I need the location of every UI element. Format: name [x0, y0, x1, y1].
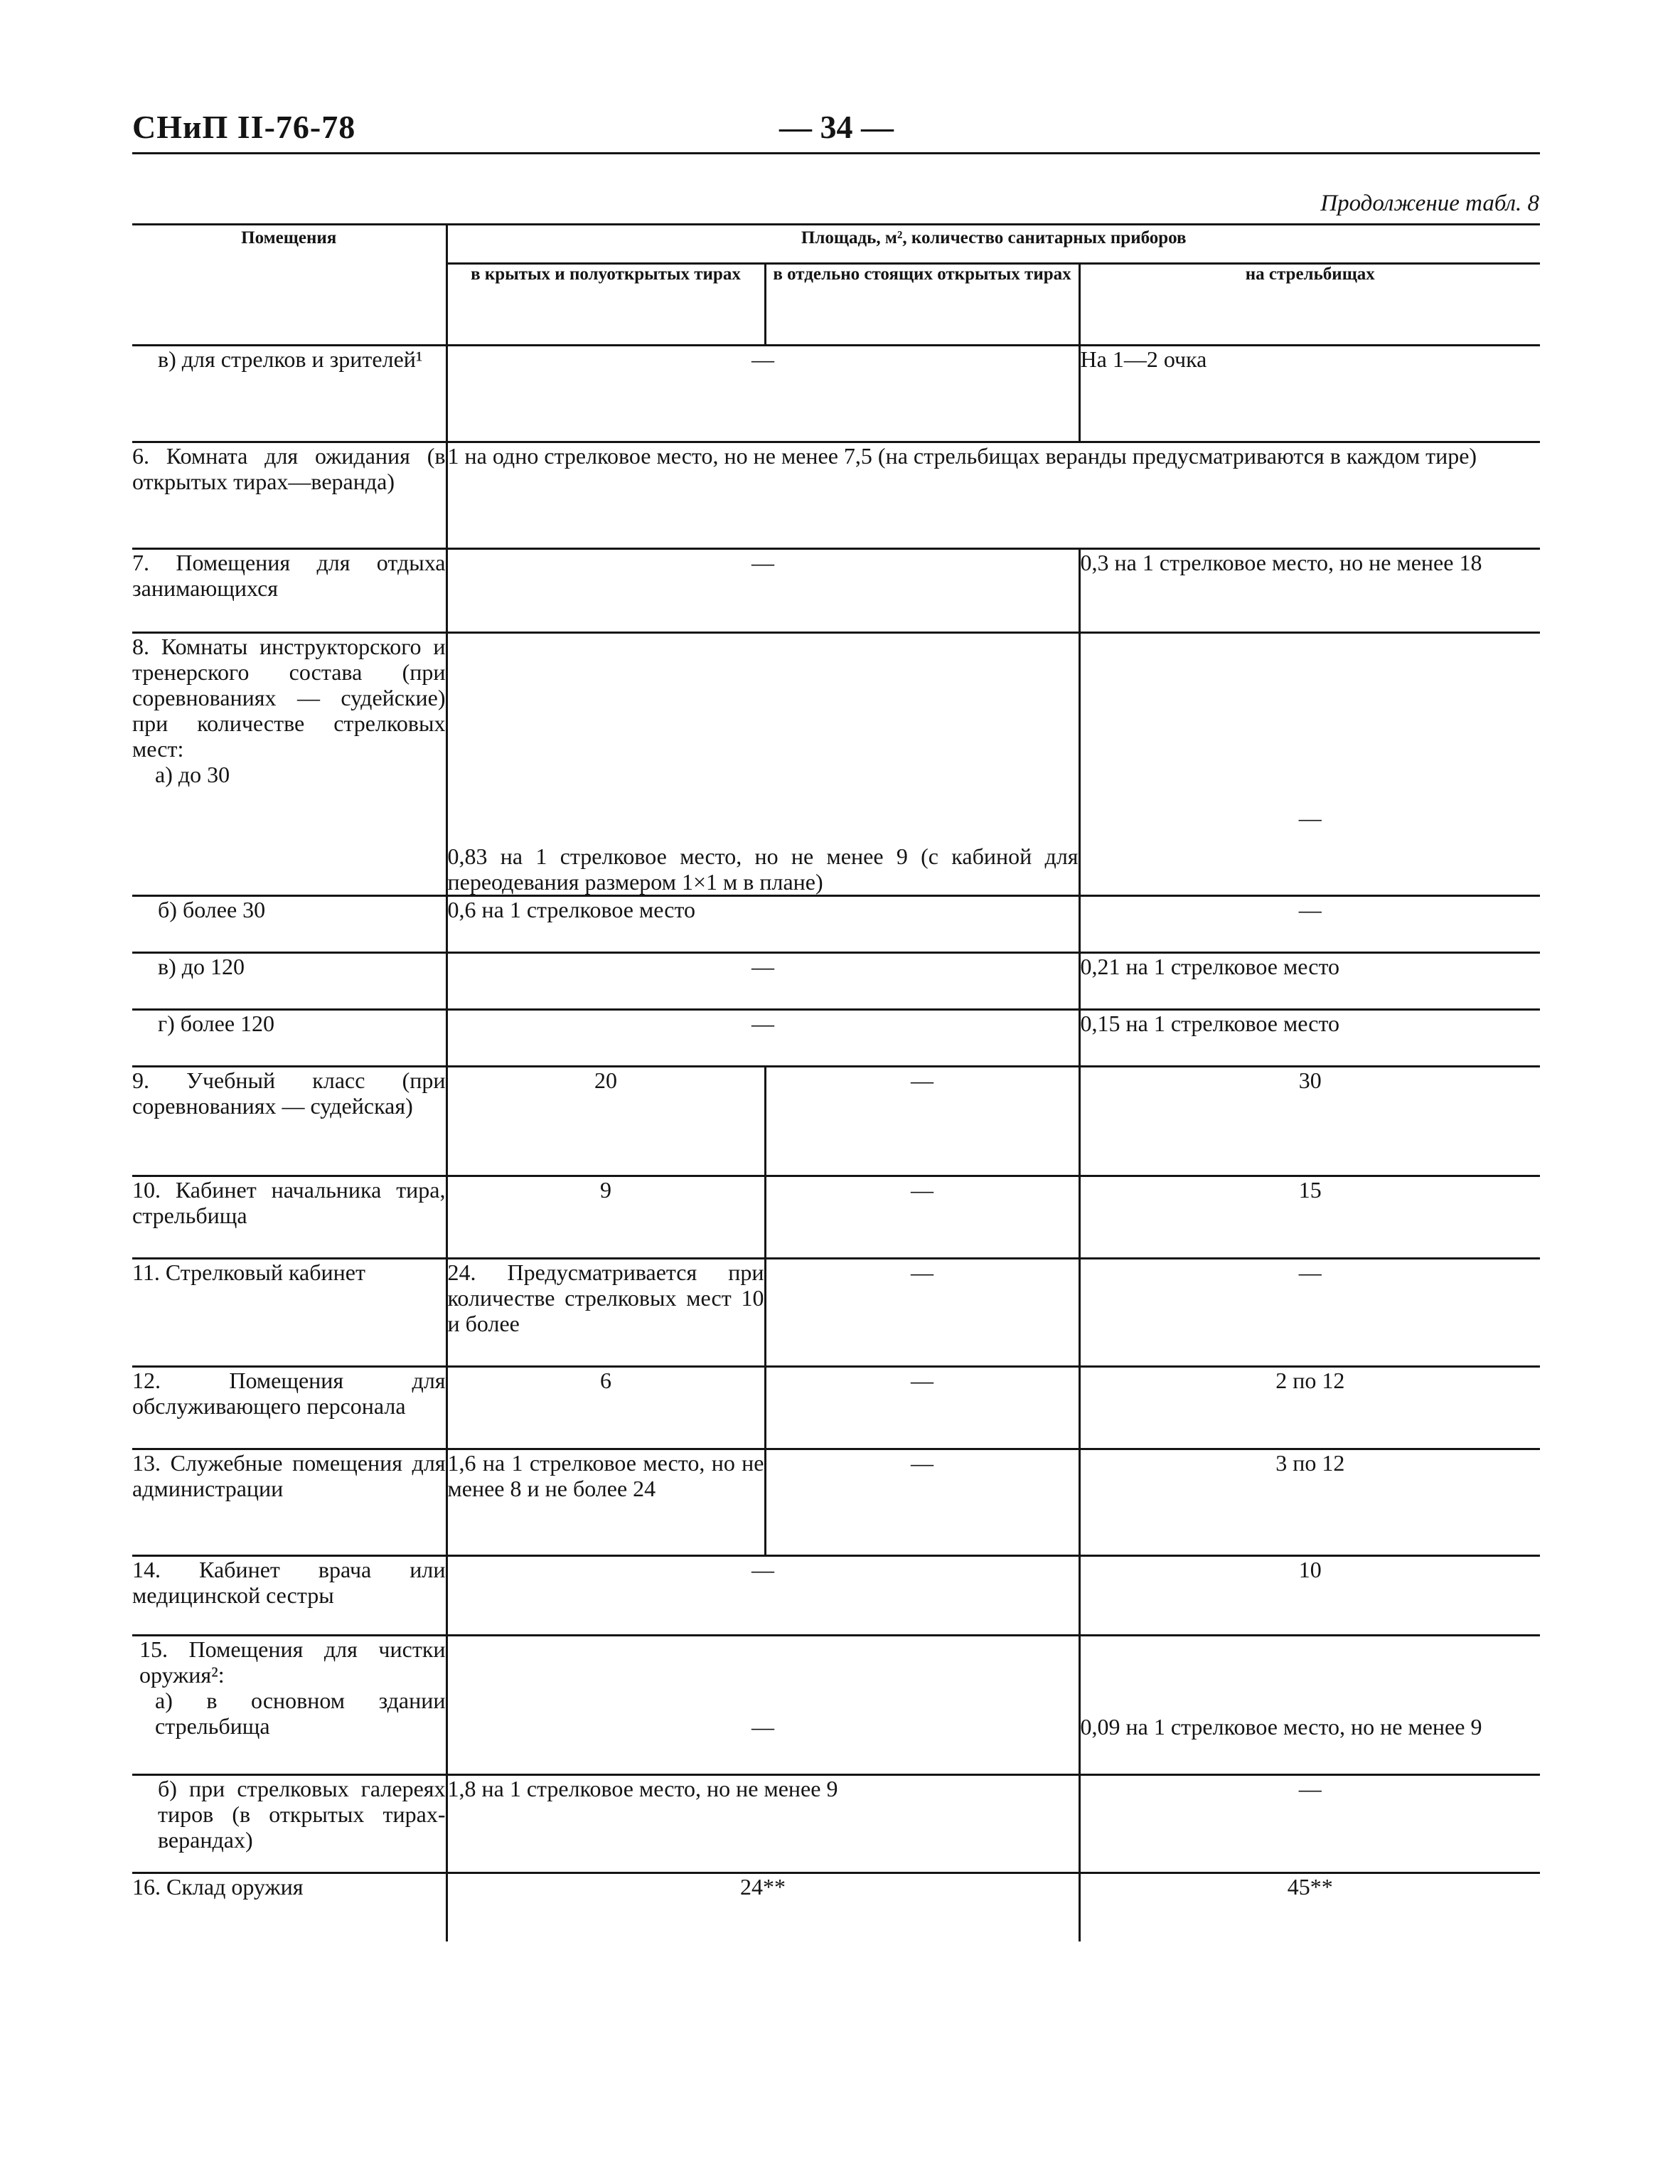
ranges-value: —: [1079, 1775, 1540, 1873]
table-row: [132, 1636, 1540, 1775]
header-rule: [132, 152, 1540, 154]
room-name: 13. Служебные помещения для администрации: [132, 1449, 446, 1556]
ranges-value: —: [1079, 1259, 1540, 1367]
table-row: [132, 953, 1540, 1010]
table-row: [132, 1367, 1540, 1449]
room-name: б) при стрелковых галереях тиров (в открытых тирах-верандах): [132, 1775, 446, 1873]
room-name: г) более 120: [132, 1010, 446, 1067]
covered-open-value: 0,6 на 1 стрелковое место: [446, 896, 1079, 953]
open-value: —: [765, 1449, 1079, 1556]
ranges-value: 0,09 на 1 стрелковое место, но не менее 9: [1079, 1636, 1540, 1775]
ranges-value: 0,15 на 1 стрелковое место: [1079, 1010, 1540, 1067]
header-open-ranges: в отдельно стоящих открытых тирах: [765, 264, 1079, 346]
open-value: —: [765, 1367, 1079, 1449]
room-name: в) до 120: [132, 953, 446, 1010]
ranges-value: 0,3 на 1 стрелковое место, но не менее 18: [1079, 549, 1540, 633]
all-ranges-value: 1 на одно стрелковое место, но не менее 7,5 (на стрельбищах веранды предусматриваются в каждом тире): [446, 442, 1540, 549]
covered-open-value: —: [446, 953, 1079, 1010]
ranges-value: 0,21 на 1 стрелковое место: [1079, 953, 1540, 1010]
covered-open-value: 24**: [446, 1873, 1079, 1941]
open-value: —: [765, 1176, 1079, 1259]
header-area: Площадь, м², количество санитарных приборов: [446, 225, 1540, 264]
table-row: [132, 1176, 1540, 1259]
table-row: [132, 1449, 1540, 1556]
ranges-value: На 1—2 очка: [1079, 346, 1540, 442]
table-row: [132, 346, 1540, 442]
header-rooms: Помещения: [132, 225, 446, 346]
room-name: 16. Склад оружия: [132, 1873, 446, 1941]
table-row: [132, 1873, 1540, 1941]
open-value: —: [765, 1067, 1079, 1176]
covered-value: 20: [446, 1067, 765, 1176]
header-covered-ranges: в крытых и полуоткрытых тирах: [446, 264, 765, 346]
covered-value: 24. Предусматривается при количестве стрелковых мест 10 и более: [446, 1259, 765, 1367]
room-name: 8. Комнаты инструкторского и тренерского состава (при соревнованиях — судейские) при количестве стрелковых мест:: [132, 634, 446, 762]
room-name: 9. Учебный класс (при соревнованиях — судейская): [132, 1067, 446, 1176]
room-name-sub: а) до 30: [155, 762, 230, 787]
ranges-value: —: [1079, 896, 1540, 953]
covered-open-value: —: [446, 1556, 1079, 1636]
room-name: в) для стрелков и зрителей¹: [132, 346, 446, 442]
header-shooting-ranges: на стрельбищах: [1079, 264, 1540, 346]
ranges-value: —: [1079, 633, 1540, 896]
table-row: [132, 442, 1540, 549]
room-name-group: [132, 1636, 446, 1775]
room-name: 15. Помещения для чистки оружия²:: [139, 1636, 446, 1688]
room-name: 10. Кабинет начальника тира, стрельбища: [132, 1176, 446, 1259]
room-name: 14. Кабинет врача или медицинской сестры: [132, 1556, 446, 1636]
covered-open-value: —: [446, 346, 1079, 442]
room-name: 6. Комната для ожидания (в открытых тирах—веранда): [132, 442, 446, 549]
room-name: 11. Стрелковый кабинет: [132, 1259, 446, 1367]
table-row: [132, 896, 1540, 953]
ranges-value: 2 по 12: [1079, 1367, 1540, 1449]
room-name-group: [132, 633, 446, 896]
room-name: 7. Помещения для отдыха занимающихся: [132, 549, 446, 633]
covered-open-value: 1,8 на 1 стрелковое место, но не менее 9: [446, 1775, 1079, 1873]
open-value: —: [765, 1259, 1079, 1367]
table-row: [132, 633, 1540, 896]
table-row: [132, 1556, 1540, 1636]
room-name: б) более 30: [132, 896, 446, 953]
page-number: — 34 —: [779, 109, 894, 145]
table-row: [132, 1775, 1540, 1873]
room-name: 12. Помещения для обслуживающего персонала: [132, 1367, 446, 1449]
table-row: [132, 1010, 1540, 1067]
covered-open-value: —: [446, 1636, 1079, 1775]
covered-open-value: —: [446, 1010, 1079, 1067]
covered-open-value: 0,83 на 1 стрелковое место, но не менее 9 (с кабиной для переодевания размером 1×1 м в плане): [446, 633, 1079, 896]
table-row: [132, 1067, 1540, 1176]
table-row: [132, 549, 1540, 633]
ranges-value: 3 по 12: [1079, 1449, 1540, 1556]
page-header: [132, 108, 1540, 158]
covered-value: 9: [446, 1176, 765, 1259]
covered-open-value: —: [446, 549, 1079, 633]
document-code: СНиП II-76-78: [132, 109, 356, 145]
rooms-area-table: [132, 223, 1540, 1941]
ranges-value: 10: [1079, 1556, 1540, 1636]
covered-value: 1,6 на 1 стрелковое место, но не менее 8 и не более 24: [446, 1449, 765, 1556]
table-continuation-label: Продолжение табл. 8: [1320, 191, 1539, 216]
covered-value: 6: [446, 1367, 765, 1449]
ranges-value: 15: [1079, 1176, 1540, 1259]
table-row: [132, 1259, 1540, 1367]
ranges-value: 45**: [1079, 1873, 1540, 1941]
ranges-value: 30: [1079, 1067, 1540, 1176]
room-name-sub: а) в основном здании стрельбища: [155, 1688, 446, 1739]
